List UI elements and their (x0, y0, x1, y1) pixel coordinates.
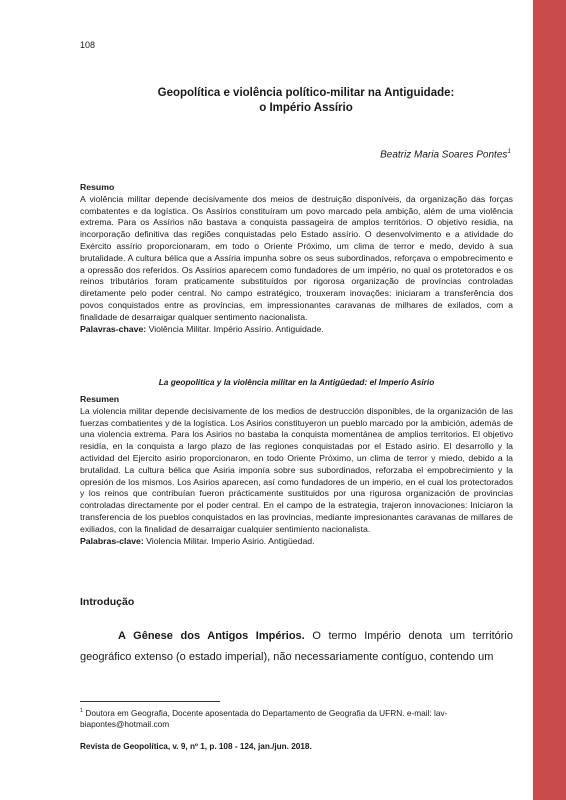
keywords-es-label: Palabras-clave: (80, 535, 144, 546)
author (380, 148, 511, 160)
section-heading: Introdução (80, 596, 135, 608)
keywords-pt-values: Violência Militar. Império Assírio. Antiguidade. (146, 323, 324, 334)
author-name: Beatriz Maria Soares Pontes (380, 149, 508, 161)
footnote (80, 706, 513, 730)
abstract-pt-text: A violência militar depende decisivamente dos meios de destruição disponíveis, da organização das forças combatentes e da logística. Os Assírios constituíram um povo marcado pela ambição, além de uma violência extrema. Para os Assírios não bastava a conquista passageira de amplos territórios. O objetivo residia, na incorporação definitiva das regiões conquistadas pelo Estado assírio. O desenvolvimento e a atividade do Exército assírio proporcionaram, em todo o Oriente Próximo, um clima de terror e medo, devido à sua brutalidade. A cultura bélica que a Assíria impunha sobre os seus subordinados, reforçava o empobrecimento e a opressão dos referidos. Os Assírios aparecem como fundadores de um império, no qual os protetorados e os reinos tributários foram praticamente substituídos por rigorosa organização de províncias controladas diretamente pelo poder central. No campo estratégico, trouxeram inovações: iniciaram a transferência dos povos conquistados entre as províncias, em impressionantes caravanas de milhares de exilados, com a finalidade de desarraigar qualquer sentimento nacionalista. (80, 193, 513, 322)
keywords-pt-label: Palavras-chave: (80, 323, 147, 334)
abstract-pt-keywords (80, 324, 513, 336)
footnote-mark: 1 (80, 708, 84, 714)
page-number: 108 (80, 40, 96, 50)
article-title (80, 86, 532, 116)
red-margin-bar (533, 0, 566, 800)
footnote-text: Doutora em Geografia, Docente aposentada do Departamento de Geografia da UFRN. e-mail: lav-biapontes@hotmail.com (80, 707, 448, 729)
footnote-separator (80, 701, 220, 702)
abstract-es (80, 394, 513, 547)
spanish-title: La geopolitica y la violência militar en la Antigüedad: el Imperio Asirio (158, 377, 435, 387)
body-bold-lead: A Gênese dos Antigos Impérios. (118, 630, 305, 642)
title-line-2: o Império Assírio (259, 102, 353, 114)
author-footnote-mark: 1 (507, 148, 511, 155)
journal-reference: Revista de Geopolítica, v. 9, nº 1, p. 108 - 124, jan./jun. 2018. (80, 742, 312, 751)
body-paragraph (80, 626, 513, 668)
keywords-es-values: Violencia Militar. Imperio Asirio. Antigüedad. (143, 535, 315, 546)
abstract-pt (80, 182, 513, 335)
abstract-es-heading: Resumen (80, 394, 120, 404)
abstract-es-keywords (80, 536, 513, 548)
abstract-es-text: La violencia militar depende decisivamente de los medios de destrucción disponibles, de la organización de las fuerzas combatientes y de la logística. Los Asirios constituyeron un pueblo marcado por la ambición, además de una violencia extrema. Para los Asirios no bastaba la conquista momentánea de amplios territorios. El objetivo residía, en la conquista a largo plazo de las regiones conquistadas por el Estado asirio. El desarrollo y la actividad del Ejercito asirio proporcionaron, en todo Oriente Próximo, un clima de terror y miedo, debido a la brutalidad. La cultura bélica que Asiria imponía sobre sus subordinados, reforzaba el empobrecimiento y la opresión de los mismos. Los Asirios aparecen, así como fundadores de un imperio, en el cual los protectorados y los reinos que contribuían fueron prácticamente sustituidos por una rigurosa organización de provincias controladas directamente por el poder central. En el campo de la estrategia, trajeron innovaciones: Iniciaron la transferencia de los pueblos conquistados en las provincias, mediante impresionantes caravanas de millares de exiliados, con la finalidad de desarraigar cualquier sentimiento nacionalista. (80, 405, 513, 534)
abstract-pt-heading: Resumo (80, 182, 115, 192)
body-text: O termo Império denota um território geográfico extenso (o estado imperial), não necessariamente contíguo, contendo um (80, 630, 513, 663)
title-line-1: Geopolítica e violência político-militar na Antiguidade: (157, 87, 455, 99)
